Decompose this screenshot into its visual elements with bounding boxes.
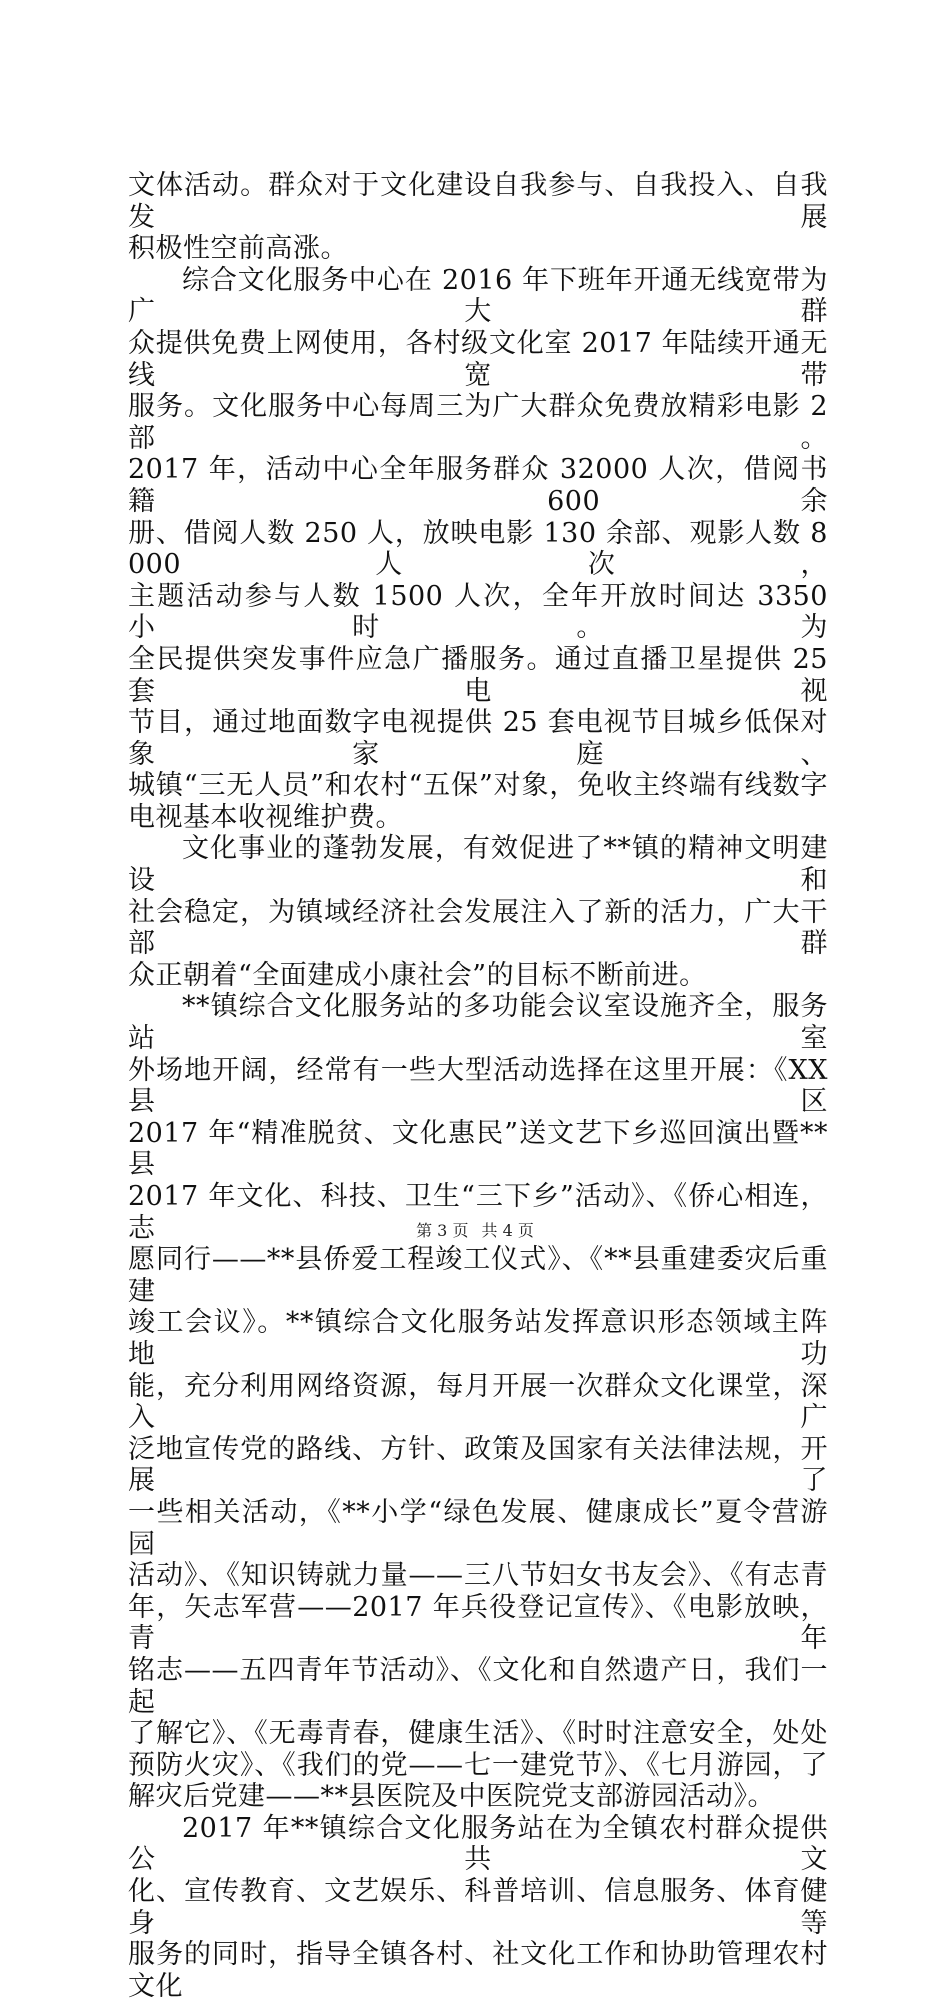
paragraph bbox=[128, 1813, 828, 2002]
text-line: 愿同行——**县侨爱工程竣工仪式》、《**县重建委灾后重建 bbox=[128, 1244, 828, 1307]
paragraph bbox=[128, 833, 828, 991]
paragraph bbox=[128, 170, 828, 265]
paragraph bbox=[128, 265, 828, 834]
page-footer bbox=[0, 1221, 950, 1241]
page-number: 第 3 页 bbox=[416, 1221, 469, 1240]
text-line: 电视基本收视维护费。 bbox=[128, 801, 403, 833]
text-line: 众正朝着“全面建成小康社会”的目标不断前进。 bbox=[128, 959, 707, 991]
text-line: 节目，通过地面数字电视提供 25 套电视节目城乡低保对象家庭、 bbox=[128, 707, 828, 770]
text-line: 泛地宣传党的路线、方针、政策及国家有关法律法规，开展了 bbox=[128, 1433, 828, 1497]
text-line: 众提供免费上网使用，各村级文化室 2017 年陆续开通无线宽带 bbox=[128, 327, 828, 391]
text-line: 服务。文化服务中心每周三为广大群众免费放精彩电影 2 部。 bbox=[128, 391, 828, 454]
text-line: 全民提供突发事件应急广播服务。通过直播卫星提供 25 套电视 bbox=[128, 643, 828, 707]
text-line: 综合文化服务中心在 2016 年下班年开通无线宽带为广大群 bbox=[128, 264, 828, 328]
text-line: **镇综合文化服务站的多功能会议室设施齐全，服务站室 bbox=[128, 991, 828, 1055]
paragraph bbox=[128, 991, 828, 1812]
text-line: 竣工会议》。**镇综合文化服务站发挥意识形态领域主阵地功 bbox=[128, 1307, 828, 1370]
text-line: 外场地开阔，经常有一些大型活动选择在这里开展：《XX 县区 bbox=[128, 1054, 828, 1118]
text-line: 2017 年**镇综合文化服务站在为全镇农村群众提供公共文 bbox=[128, 1812, 828, 1876]
text-line: 积极性空前高涨。 bbox=[128, 233, 348, 265]
text-line: 主题活动参与人数 1500 人次，全年开放时间达 3350 小时。为 bbox=[128, 580, 828, 644]
text-line: 文化事业的蓬勃发展，有效促进了**镇的精神文明建设和 bbox=[128, 833, 828, 897]
document-body bbox=[128, 170, 828, 2002]
text-line: 能，充分利用网络资源，每月开展一次群众文化课堂，深入广 bbox=[128, 1370, 828, 1434]
text-line: 城镇“三无人员”和农村“五保”对象，免收主终端有线数字 bbox=[128, 770, 828, 802]
text-line: 服务的同时，指导全镇各村、社文化工作和协助管理农村文化 bbox=[128, 1939, 828, 2002]
text-line: 年，矢志军营——2017 年兵役登记宣传》、《电影放映，青年 bbox=[128, 1591, 828, 1655]
text-line: 2017 年“精准脱贫、文化惠民”送文艺下乡巡回演出暨**县 bbox=[128, 1117, 828, 1181]
text-line: 社会稳定，为镇域经济社会发展注入了新的活力，广大干部群 bbox=[128, 896, 828, 960]
text-line: 铭志——五四青年节活动》、《文化和自然遗产日，我们一起 bbox=[128, 1654, 828, 1718]
text-line: 文体活动。群众对于文化建设自我参与、自我投入、自我发展 bbox=[128, 170, 828, 233]
page-total: 共 4 页 bbox=[481, 1221, 534, 1240]
text-line: 解灾后党建——**县医院及中医院党支部游园活动》。 bbox=[128, 1781, 775, 1813]
text-line: 活动》、《知识铸就力量——三八节妇女书友会》、《有志青 bbox=[128, 1560, 828, 1592]
text-line: 了解它》、《无毒青春，健康生活》、《时时注意安全，处处 bbox=[128, 1718, 828, 1750]
text-line: 化、宣传教育、文艺娱乐、科普培训、信息服务、体育健身等 bbox=[128, 1876, 828, 1939]
text-line: 一些相关活动，《**小学“绿色发展、健康成长”夏令营游园 bbox=[128, 1496, 828, 1560]
text-line: 2017 年，活动中心全年服务群众 32000 人次，借阅书籍 600 余 bbox=[128, 454, 828, 517]
text-line: 册、借阅人数 250 人，放映电影 130 余部、观影人数 8000 人次， bbox=[128, 517, 828, 581]
text-line: 2017 年文化、科技、卫生“三下乡”活动》、《侨心相连，志 bbox=[128, 1181, 828, 1244]
text-line: 预防火灾》、《我们的党——七一建党节》、《七月游园，了 bbox=[128, 1749, 828, 1781]
